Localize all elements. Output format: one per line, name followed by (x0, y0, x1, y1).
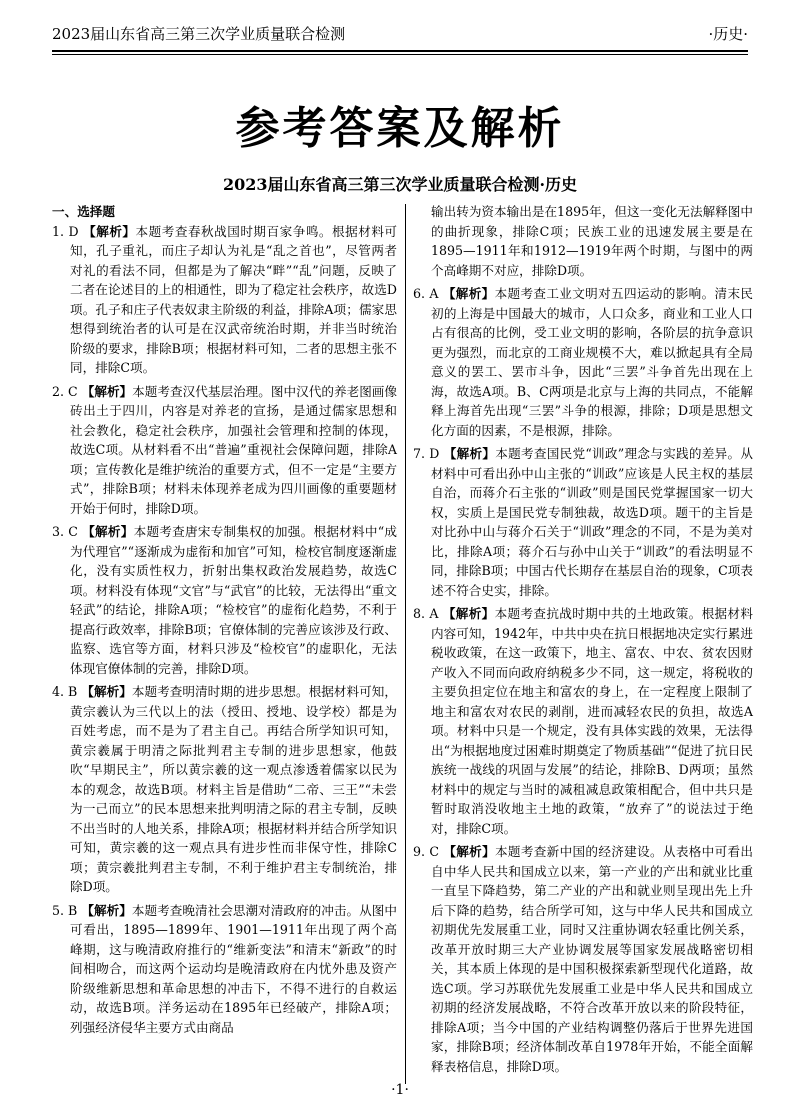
answer-explanation: 本题考查国民党“训政”理念与实践的差异。从材料中可看出孙中山主张的“训政”应该是人民主权的基层自治，而蒋介石主张的“训政”则是国民党掌握国家一切大权，实质上是国民党专制独裁，故选D项。题干的主旨是对比孙中山与蒋介石关于“训政”理念的不同，不是为美对比，排除A项；蒋介石与孙中山关于“训政”的看法明显不同，排除B项；中国古代长期存在基层自治的现象，C项表述不符合史实，排除。 (431, 446, 753, 598)
answer-explanation: 本题考查抗战时期中共的土地政策。根据材料内容可知，1942年，中共中央在抗日根据地决定实行累进税收政策，在这一政策下，地主、富农、中农、贫农因财产收入不同而向政府纳税多少不同，这一规定，将税收的主要负担定位在地主和富农的身上，在一定程度上限制了地主和富农对农民的剥削，进而减轻农民的负担，故选A项。材料中只是一个规定，没有具体实践的效果，无法得出“为根据地度过困难时期奠定了物质基础”“促进了抗日民族统一战线的巩固与发展”的结论，排除B、D两项；虽然材料中的规定与当时的减租减息政策相配合，但中共只是暂时取消没收地主土地的政策，“放弃了”的说法过于绝对，排除C项。 (431, 606, 754, 836)
analysis-tag: 【解析】 (443, 844, 495, 859)
answer-item (413, 284, 753, 440)
analysis-tag: 【解析】 (443, 446, 496, 461)
page-subtitle: 2023届山东省高三第三次学业质量联合检测·历史 (222, 175, 578, 194)
column-divider (405, 204, 406, 1084)
answer-explanation: 本题考查明清时期的进步思想。根据材料可知，黄宗羲认为三代以上的法（授田、授地、设学校）都是为百姓考虑，而不是为了君主自己。再结合所学知识可知，黄宗羲属于明清之际批判君主专制的进步思想家，他鼓吹“早期民主”，所以黄宗羲的这一观点渗透着儒家以民为本的观念，故选B项。材料主旨是借助“二帝、三王”“未尝为一己而立”的民本思想来批判明清之际的君主专制，反映不出当时的人地关系，排除A项；根据材料并结合所学知识可知，黄宗羲的这一观点具有进步性而非保守性，排除C项；黄宗羲批判君主专制，不利于维护君主专制统治，排除D项。 (70, 684, 398, 894)
analysis-tag: 【解析】 (442, 606, 495, 621)
answer-number: 8. A (413, 606, 439, 621)
page-number: ·1· (391, 1082, 409, 1098)
answer-item (413, 444, 753, 600)
right-question-list (413, 284, 753, 1076)
analysis-tag: 【解析】 (81, 383, 133, 399)
header-rule (52, 50, 748, 52)
analysis-tag: 【解析】 (81, 902, 132, 918)
answer-explanation: 本题考查新中国的经济建设。从表格中可看出自中华人民共和国成立以来，第一产业的产出和就业比重一直呈下降趋势，第二产业的产出和就业则呈现出先上升后下降的趋势，结合所学可知，这与中华人民共和国成立初期优先发展重工业，同时又注重协调农轻重比例关系，改革开放时期三大产业协调发展等国家发展战略密切相关，其本质上体现的是中国积极探索新型现代化道路，故选C项。学习苏联优先发展重工业是中华人民共和国成立初期的经济发展战略，不符合改革开放以来的阶段特征，排除A项；当今中国的产业结构调整仍落后于世界先进国家，排除B项；经济体制改革自1978年开始，不能全面解释表格信息，排除D项。 (431, 844, 753, 1074)
page-title: 参考答案及解析 (235, 103, 565, 154)
answer-explanation: 本题考查晚清社会思潮对清政府的冲击。从图中可看出，1895—1899年、1901—1911年出现了两个高峰期，这与晚清政府推行的“维新变法”和清末“新政”的时间相吻合，而这两个运动均是晚清政府在内忧外患及资产阶级维新思想和革命思想的冲击下，不得不进行的自救运动，故选B项。洋务运动在1895年已经破产，排除A项；列强经济侵华主要方式由商品 (70, 902, 398, 1035)
analysis-tag: 【解析】 (81, 684, 132, 699)
right-column (413, 202, 753, 1080)
answer-number: 7. D (413, 446, 440, 461)
answer-item (413, 604, 753, 838)
answer-number: 4. B (52, 684, 78, 699)
header-subject: ·历史· (708, 24, 748, 43)
answer-number: 3. C (52, 524, 78, 539)
header-rule-thin (52, 54, 748, 55)
analysis-tag: 【解析】 (82, 524, 134, 539)
answer-item (52, 901, 397, 1038)
answer-number: 9. C (413, 844, 439, 859)
answer-number: 6. A (413, 286, 439, 301)
answer-number: 1. D (52, 223, 79, 239)
continued-answer-text: 输出转为资本输出是在1895年，但这一变化无法解释图中的曲折现象，排除C项；民族工业的迅速发展主要是在1895—1911年和1912—1919年两个时期，与图中的两个高峰期不对应，排除D项。 (431, 204, 753, 278)
answer-explanation: 本题考查唐宋专制集权的加强。根据材料中“成为代理官”“逐渐成为虚衔和加官”可知，检校官制度逐渐虚化，没有实质性权力，折射出集权政治发展趋势，故选C项。材料没有体现“文官”与“武官”的比较，无法得出“重文轻武”的结论，排除A项；“检校官”的虚衔化趋势，不利于提高行政效率，排除B项；官僚体制的完善应该涉及行政、监察、选官等方面，材料只涉及“检校官”的虚职化，无法体现官僚体制的完善，排除D项。 (70, 524, 398, 676)
analysis-tag: 【解析】 (83, 223, 136, 239)
answer-item (52, 222, 397, 378)
answer-item (413, 842, 753, 1076)
answer-item (52, 382, 397, 519)
answer-number: 2. C (52, 383, 78, 399)
answer-explanation: 本题考查春秋战国时期百家争鸣。根据材料可知，孔子重礼，而庄子却认为礼是“乱之首也”，尽管两者对礼的看法不同，但都是为了解决“畔”“乱”问题，反映了二者在论述目的上的相通性，即为了稳定社会秩序，故选D项。孔子和庄子代表奴隶主阶级的利益，排除A项；儒家思想得到统治者的认可是在汉武帝统治时期，并非当时统治阶级的要求，排除B项；根据材料可知，二者的思想主张不同，排除C项。 (70, 223, 398, 375)
left-column (52, 202, 397, 1041)
answer-number: 5. B (52, 902, 78, 918)
answer-explanation: 本题考查工业文明对五四运动的影响。清末民初的上海是中国最大的城市，人口众多，商业和工业人口占有很高的比例，受工业文明的影响，各阶层的抗争意识更为强烈，而北京的工商业规模不大，难以掀起具有全局意义的罢工、罢市斗争，因此“三罢”斗争首先出现在上海，故选A项。B、C两项是北京与上海的共同点，不能解释上海首先出现“三罢”斗争的根源，排除；D项是思想文化方面的因素，不是根源，排除。 (431, 286, 754, 438)
header-exam-title: 2023届山东省高三第三次学业质量联合检测 (52, 24, 346, 43)
answer-item (52, 682, 397, 897)
answer-explanation: 本题考查汉代基层治理。图中汉代的养老图画像砖出土于四川，内容是对养老的宣扬，是通过儒家思想和社会教化，稳定社会秩序，加强社会管理和控制的体现，故选C项。从材料看不出“普遍”重视社会保障问题，排除A项；宣传教化是维护统治的重要方式，但不一定是“主要方式”，排除B项；材料未体现养老成为四川画像的重要题材开始于何时，排除D项。 (70, 383, 398, 516)
answer-item (52, 522, 397, 678)
left-question-list (52, 222, 397, 1038)
section-heading: 一、选择题 (52, 204, 115, 219)
analysis-tag: 【解析】 (442, 286, 495, 301)
running-header (52, 18, 748, 48)
